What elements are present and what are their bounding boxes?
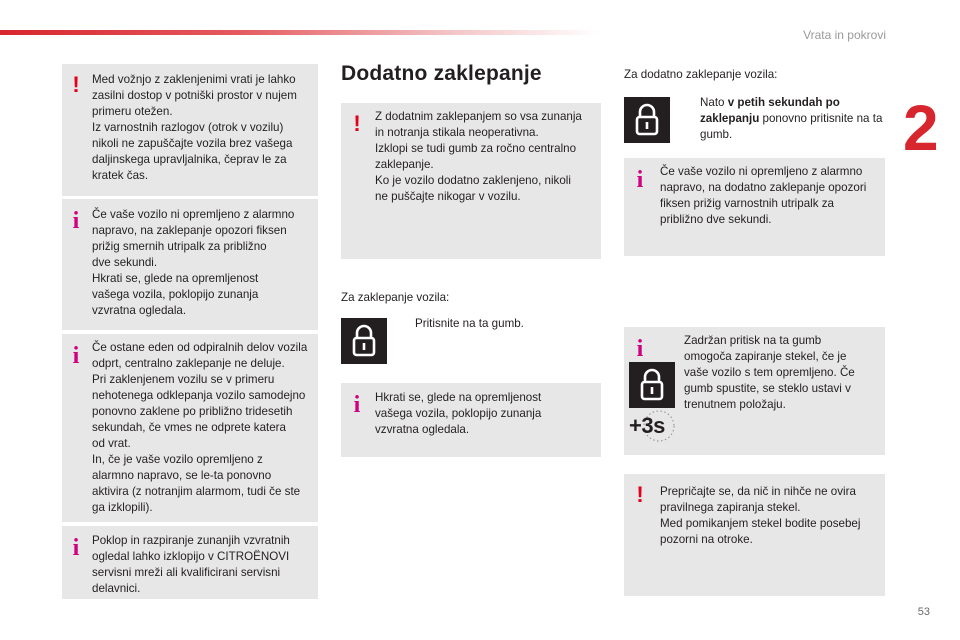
info-icon: i	[353, 392, 361, 418]
step-emphasis: v petih sekundah po zaklepanju	[700, 96, 840, 125]
info-text: Poklop in razpiranje zunanjih vzvratnih ogledal lahko izklopijo v CITROËNOVI servisni mreži ali kvalificirani servisni delavnici.	[92, 534, 290, 595]
info-icon: i	[636, 336, 644, 362]
lock-button-icon	[624, 97, 670, 143]
warning-text: Z dodatnim zaklepanjem so vsa zunanja in notranja stikala neoperativna. Izklopi se tudi gumb za ročno centralno zaklepanje. Ko je vozilo dodatno zaklenjeno, nikoli ne puščajte nikogar v vozilu.	[375, 110, 582, 203]
hold-timer-icon	[627, 408, 675, 444]
lock-button-icon	[341, 318, 387, 364]
hold-duration-label: +3s	[629, 413, 665, 438]
info-icon: i	[636, 167, 644, 193]
warning-icon: !	[636, 482, 644, 507]
warning-box	[624, 474, 885, 596]
step-suffix: ponovno pritisnite na ta gumb.	[700, 112, 883, 141]
warning-icon: !	[353, 111, 361, 136]
info-icon: i	[72, 535, 80, 561]
info-box	[624, 158, 885, 256]
warning-box	[62, 64, 318, 196]
page-number: 53	[917, 606, 930, 618]
info-box	[341, 383, 601, 457]
warning-text: Prepričajte se, da nič in nihče ne ovira pravilnega zapiranja stekel. Med pomikanjem stekel bodite posebej pozorni na otroke.	[660, 485, 861, 546]
step-prefix: Nato	[700, 96, 728, 109]
info-text: Hkrati se, glede na opremljenost vašega vozila, poklopijo zunanja vzvratna ogledala.	[375, 391, 542, 436]
info-icon: i	[72, 208, 80, 234]
lock-intro: Za zaklepanje vozila:	[341, 291, 450, 304]
info-box	[62, 334, 318, 522]
warning-text: Med vožnjo z zaklenjenimi vrati je lahko zasilni dostop v potniški prostor v nujem primeru otežen. Iz varnostnih razlogov (otrok v vozilu) nikoli ne zapuščajte vozila brez vašega daljinskega upravljalnika, čeprav le za kratek čas.	[92, 73, 297, 182]
warning-icon: !	[72, 72, 80, 97]
info-icon: i	[72, 343, 80, 369]
warning-box	[341, 103, 601, 259]
header-accent-bar	[0, 30, 600, 35]
info-text: Zadržan pritisk na ta gumb omogoča zapiranje stekel, če je vaše vozilo s tem opremljeno. Če gumb spustite, se steklo ustavi v trenutnem položaju.	[684, 334, 855, 411]
info-box	[62, 199, 318, 330]
lock-button-icon	[629, 362, 675, 408]
superlock-intro: Za dodatno zaklepanje vozila:	[624, 68, 778, 81]
section-title: Vrata in pokrovi	[803, 28, 886, 42]
info-text: Če vaše vozilo ni opremljeno z alarmno napravo, na zaklepanje opozori fiksen prižig smernih utripalk za približno dve sekundi. Hkrati se, glede na opremljenost vašega vozila, poklopijo zunanja vzvratna ogledala.	[92, 208, 295, 317]
info-text: Če vaše vozilo ni opremljeno z alarmno napravo, na dodatno zaklepanje opozori fiksen prižig varnostnih utripalk za približno dve sekundi.	[660, 165, 867, 226]
chapter-number: 2	[903, 92, 939, 164]
info-box	[62, 526, 318, 599]
info-text: Če ostane eden od odpiralnih delov vozila odprt, centralno zaklepanje ne deluje. Pri zaklenjenem vozilu se v primeru nehotenega odklepanja vozilo samodejno ponovno zaklene po približno tridesetih sekundah, če vmes ne odprete katera od vrat. In, če je vaše vozilo opremljeno z alarmno napravo, se le-ta ponovno aktivira (z notranjim alarmom, tudi če ste ga izklopili).	[92, 341, 308, 514]
section-heading: Dodatno zaklepanje	[341, 62, 542, 85]
superlock-step-text	[700, 95, 884, 143]
lock-step-text: Pritisnite na ta gumb.	[415, 317, 524, 330]
